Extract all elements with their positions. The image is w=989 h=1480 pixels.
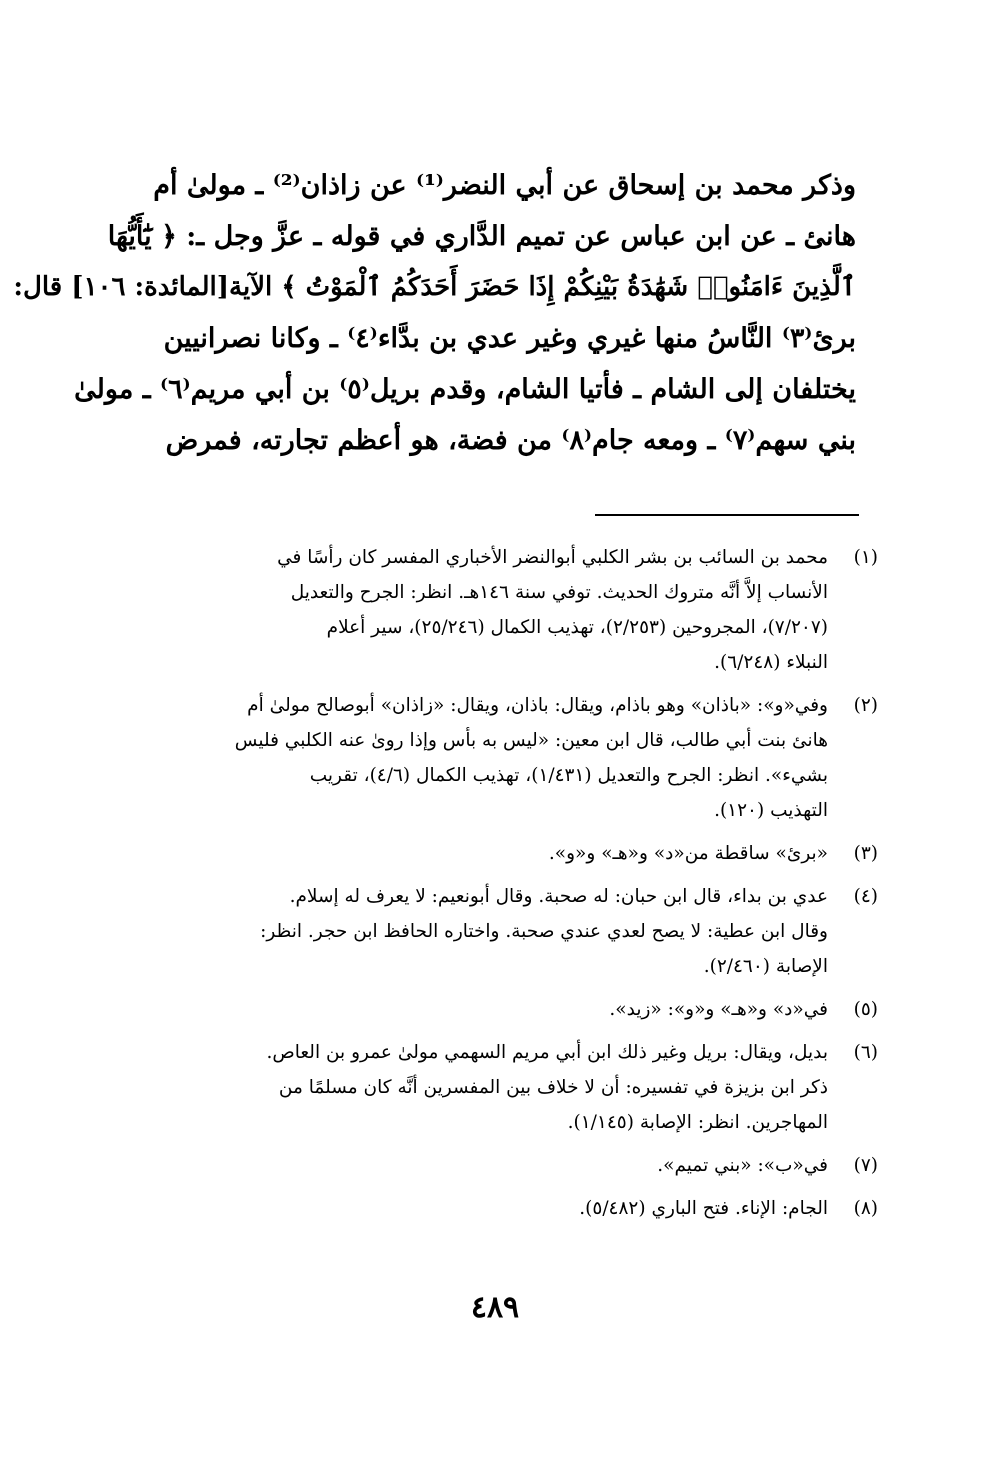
footnote-line: ذكر ابن بزيزة في تفسيره: أن لا خلاف بين المفسرين أنَّه كان مسلمًا من <box>278 1077 828 1098</box>
footnote-text <box>128 688 828 828</box>
footnote-line: وفي«و»: «باذان» وهو باذام، ويقال: باذان، ويقال: «زاذان» أبوصالح مولىٰ أم <box>247 695 828 716</box>
footnote-3 <box>128 836 878 871</box>
footnote-text <box>128 836 828 871</box>
footnote-number: (٢) <box>853 695 878 716</box>
quran-verse-line: ٱلَّذِينَ ءَامَنُوا۟ شَهَٰدَةُ بَيْنِكُمْ إِذَا حَضَرَ أَحَدَكُمُ ٱلْمَوْتُ ﴾ الآية[المائدة: ١٠٦] قال: <box>13 272 856 302</box>
main-text-line: وذكر محمد بن إسحاق عن أبي النضر⁽¹⁾ عن زاذان⁽²⁾ ـ مولىٰ أم <box>153 170 856 201</box>
footnote-number: (٨) <box>853 1198 878 1219</box>
footnote-line: في«ب»: «بني تميم». <box>657 1155 828 1176</box>
main-text-line: بني سهم⁽٧⁾ ـ ومعه جام⁽٨⁾ من فضة، هو أعظم تجارته، فمرض <box>165 425 856 456</box>
footnote-7 <box>128 1148 878 1183</box>
footnote-line: النبلاء (٦/٢٤٨). <box>714 652 828 673</box>
footnote-line: وقال ابن عطية: لا يصح لعدي عندي صحبة. واختاره الحافظ ابن حجر. انظر: <box>260 921 828 942</box>
footnote-line: عدي بن بداء، قال ابن حبان: له صحبة. وقال أبونعيم: لا يعرف له إسلام. <box>289 886 828 907</box>
footnote-line: (٧/٢٠٧)، المجروحين (٢/٢٥٣)، تهذيب الكمال (٢٥/٢٤٦)، سير أعلام <box>326 617 828 638</box>
footnote-5 <box>128 992 878 1027</box>
page-number: ٤٨٩ <box>470 1290 520 1325</box>
footnote-line: بشيء». انظر: الجرح والتعديل (١/٤٣١)، تهذيب الكمال (٤/٦)، تقريب <box>309 765 828 786</box>
footnote-line: «برئ» ساقطة من«د» و«هـ» و«و». <box>548 843 828 864</box>
footnote-separator <box>595 514 859 516</box>
footnote-line: الجام: الإناء. فتح الباري (٥/٤٨٢). <box>579 1198 828 1219</box>
footnotes-block <box>128 540 878 1234</box>
footnote-text <box>128 1035 828 1140</box>
footnote-8 <box>128 1191 878 1226</box>
footnote-number: (٧) <box>853 1155 878 1176</box>
footnote-line: بديل، ويقال: بريل وغير ذلك ابن أبي مريم السهمي مولىٰ عمرو بن العاص. <box>266 1042 828 1063</box>
footnote-text <box>128 1191 828 1226</box>
footnote-number: (٤) <box>853 886 878 907</box>
footnote-2 <box>128 688 878 828</box>
footnote-text <box>128 1148 828 1183</box>
footnote-text <box>128 540 828 680</box>
main-text-line: يختلفان إلى الشام ـ فأتيا الشام، وقدم بريل⁽٥⁾ بن أبي مريم⁽٦⁾ ـ مولىٰ <box>74 374 856 405</box>
footnote-number: (٦) <box>853 1042 878 1063</box>
footnote-line: محمد بن السائب بن بشر الكلبي أبوالنضر الأخباري المفسر كان رأسًا في <box>277 547 828 568</box>
footnote-line: المهاجرين. انظر: الإصابة (١/١٤٥). <box>567 1112 828 1133</box>
footnote-number: (٣) <box>853 843 878 864</box>
footnote-6 <box>128 1035 878 1140</box>
footnote-1 <box>128 540 878 680</box>
footnote-line: الإصابة (٢/٤٦٠). <box>703 956 828 977</box>
footnote-4 <box>128 879 878 984</box>
footnote-line: في«د» و«هـ» و«و»: «زيد». <box>609 999 828 1020</box>
footnote-line: التهذيب (١٢٠). <box>714 800 828 821</box>
main-text-line: هانئ ـ عن ابن عباس عن تميم الدَّاري في قوله ـ عزَّ وجل ـ: ﴿ يَٰٓأَيُّهَا <box>107 221 856 252</box>
footnote-line: الأنساب إلاَّ أنَّه متروك الحديث. توفي سنة ١٤٦هـ. انظر: الجرح والتعديل <box>290 582 828 603</box>
footnote-text <box>128 992 828 1027</box>
footnote-text <box>128 879 828 984</box>
footnote-line: هانئ بنت أبي طالب، قال ابن معين: «ليس به بأس وإذا روىٰ عنه الكلبي فليس <box>234 730 828 751</box>
footnote-number: (٥) <box>853 999 878 1020</box>
main-text-block <box>13 160 856 466</box>
main-text-line: برئ⁽٣⁾ النَّاسُ منها غيري وغير عدي بن بدَّاء⁽٤⁾ ـ وكانا نصرانيين <box>163 323 856 354</box>
footnote-number: (١) <box>853 547 878 568</box>
